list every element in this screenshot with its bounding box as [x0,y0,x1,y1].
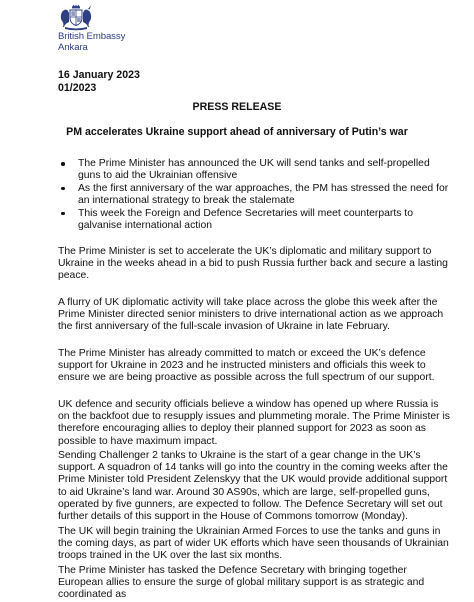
bullet-item: The Prime Minister has announced the UK will send tanks and self-propelled guns to aid the Ukrainian offensive [58,158,450,182]
release-reference: 01/2023 [58,81,97,94]
embassy-name [58,31,125,53]
press-release-label: PRESS RELEASE [192,101,282,113]
body-paragraph-1: The Prime Minister is set to accelerate the UK’s diplomatic and military support to Ukraine in the weeks ahead in a bid to push Russia further back and secure a lasting peace. [58,246,448,282]
release-meta [58,69,140,94]
bullet-item: As the first anniversary of the war approaches, the PM has stressed the need for an international strategy to break the stalemate [58,183,450,207]
body-paragraph-5: Sending Challenger 2 tanks to Ukraine is the start of a gear change in the UK’s support. A squadron of 14 tanks will go into the country in the coming weeks after the Prime Minister told President Zelenskyy that the UK would provide additional support to aid Ukraine’s land war. Around 30 AS90s, which are large, self-propelled guns, operated by five gunners, are expected to follow. The Defence Secretary will set out further details of this support in the House of Commons tomorrow (Monday). [58,450,448,523]
summary-bullet-list [58,158,450,233]
body-paragraph-2: A flurry of UK diplomatic activity will take place across the globe this week after the Prime Minister directed senior ministers to drive international action as we approach the first anniversary of the full-scale invasion of Ukraine in late February. [58,297,444,333]
body-paragraph-6: The UK will begin training the Ukrainian Armed Forces to use the tanks and guns in the coming days, as part of wider UK efforts which have seen thousands of Ukrainian troops trained in the UK over the last six months. [58,526,449,562]
body-paragraph-3: The Prime Minister has already committed to match or exceed the UK’s defence support for Ukraine in 2023 and he instructed ministers and officials this week to ensure we are being proactive as possible across the full spectrum of our support. [58,348,435,384]
org-line-2: Ankara [58,42,88,53]
bullet-item: This week the Foreign and Defence Secretaries will meet counterparts to galvanise international action [58,208,450,232]
body-paragraph-4: UK defence and security officials believe a window has opened up where Russia is on the backfoot due to resupply issues and plummeting morale. The Prime Minister is therefore encouraging allies to deploy their planned support for 2023 as soon as possible to have maximum impact. [58,399,450,447]
press-release-title: PM accelerates Ukraine support ahead of anniversary of Putin’s war [66,126,408,138]
org-line-1: British Embassy [58,31,126,42]
royal-coat-of-arms-icon [58,4,94,30]
release-date: 16 January 2023 [58,69,140,81]
body-paragraph-7: The Prime Minister has tasked the Defence Secretary with bringing together European allies to ensure the surge of global military support is as strategic and coordinated as [58,565,425,601]
